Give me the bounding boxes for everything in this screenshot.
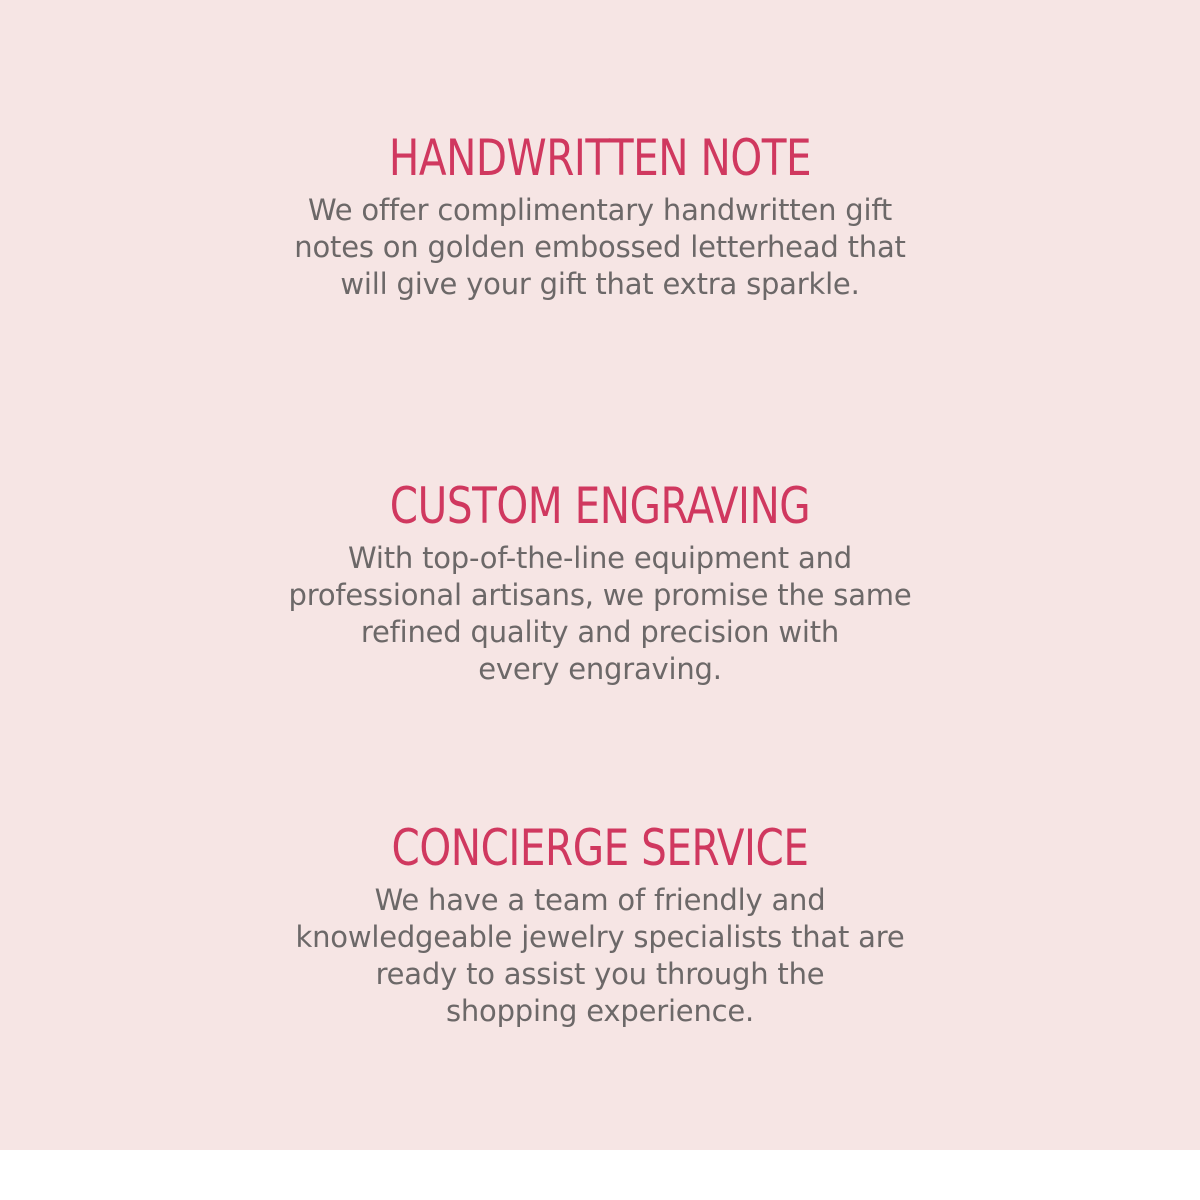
feature-title: HANDWRITTEN NOTE <box>388 129 812 187</box>
feature-concierge-service <box>0 820 1200 1030</box>
feature-description: We have a team of friendly and knowledgeable jewelry specialists that are ready to assist you through the shopping experience. <box>295 883 905 1028</box>
feature-title: CONCIERGE SERVICE <box>391 819 809 877</box>
feature-description: With top-of-the-line equipment and professional artisans, we promise the same refined quality and precision with every engraving. <box>288 541 912 686</box>
bottom-margin <box>0 1150 1200 1200</box>
feature-custom-engraving <box>0 478 1200 688</box>
feature-description: We offer complimentary handwritten gift notes on golden embossed letterhead that will give your gift that extra sparkle. <box>294 193 906 301</box>
feature-title: CUSTOM ENGRAVING <box>389 477 811 535</box>
feature-handwritten-note <box>0 130 1200 303</box>
